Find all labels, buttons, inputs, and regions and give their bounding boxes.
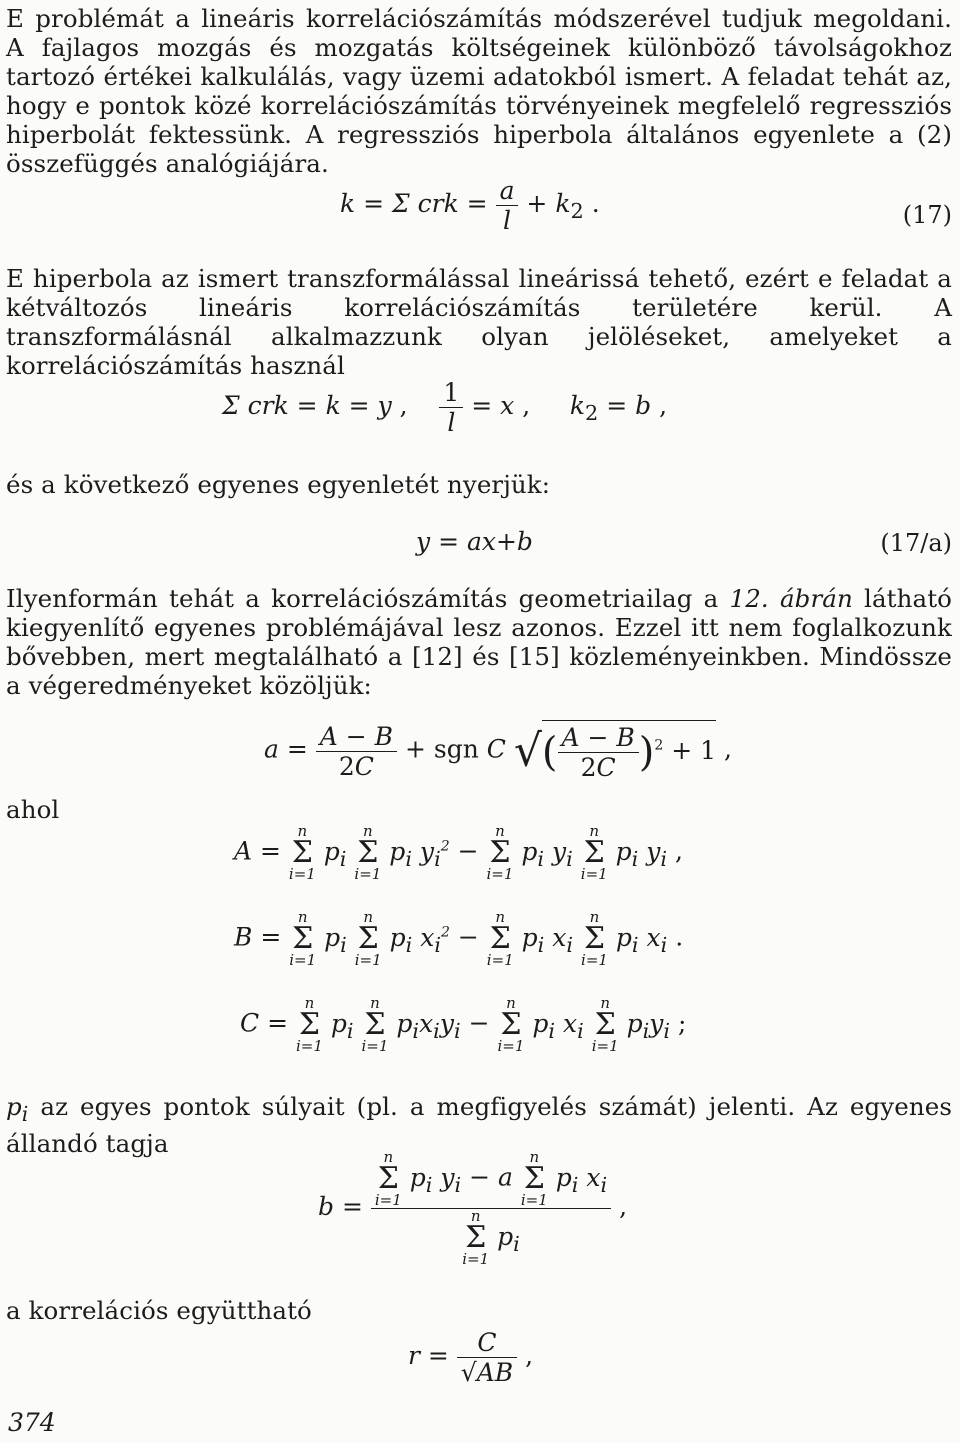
paragraph-weights-text: az egyes pontok súlyait (pl. a megfigyelés számát) jelenti. Az egyenes állandó tagja	[6, 1092, 952, 1158]
paragraph-intro: E problémát a lineáris korrelációszámítás módszerével tudjuk megoldani. A fajlagos mozgás és mozgatás költségeinek különböző távolságokhoz tartozó értékei kalkulálás, vagy üzemi adatokból ismert. A feladat tehát az, hogy e pontok közé korrelációszámítás törvényeinek megfelelő regressziós hiperbolát fektessünk. A regressziós hiperbola általános egyenlete a (2) összefüggés analógiájára.	[6, 4, 952, 178]
equation-number-17: (17)	[902, 201, 952, 229]
page-number: 374	[8, 1408, 56, 1437]
paragraph-geometric-start: Ilyenformán tehát a korrelációszámítás geometriailag a	[6, 584, 730, 613]
weight-symbol: p	[6, 1092, 22, 1121]
paragraph-where: ahol	[6, 795, 60, 824]
equation-B: B = n Σ i=1 $p_i$ n Σ i=1 $p_i$ $x_i^2$ − n Σ i=1 $p_i$ $x_i$ n Σ i=1 $p_i$ $x_i$ .	[234, 908, 684, 969]
equation-notation: Σ crk = k = y , $\frac{1}{l}$ = x , $k_2 = b$ ,	[222, 378, 668, 437]
equation-C: C = n Σ i=1 $p_i$ n Σ i=1 $p_ix_iy_i$ − n Σ i=1 $p_i$ $x_i$ n Σ i=1 $p_iy_i$ ;	[240, 994, 687, 1055]
weight-subscript: i	[21, 1101, 29, 1126]
equation-17: k = Σ crk = $\frac{a}{l}$ + $k_2$ .	[340, 176, 600, 235]
figure-reference: 12. ábrán	[729, 584, 853, 613]
paragraph-geometric	[6, 584, 952, 700]
equation-a: a = $\frac{A - B}{2C}$ + sgn C √( $\frac{A - B}{2C}$ )$^2$ + 1 ,	[264, 721, 732, 782]
paragraph-weights	[6, 1092, 952, 1158]
equation-r: r = $\frac{C}{√AB}$ ,	[408, 1328, 534, 1387]
paragraph-transform: E hiperbola az ismert transzformálással lineárissá tehető, ezért e feladat a kétváltozós lineáris korrelációszámítás területére kerül. A transzformálásnál alkalmazzunk olyan jelöléseket, amelyeket a korrelációszámítás használ	[6, 264, 952, 380]
paragraph-correlation: a korrelációs együttható	[6, 1296, 312, 1325]
equation-number-17a: (17/a)	[880, 529, 952, 557]
equation-A: A = n Σ i=1 $p_i$ n Σ i=1 $p_i$ $y_i^2$ − n Σ i=1 $p_i$ $y_i$ n Σ i=1 $p_i$ $y_i$ ,	[234, 822, 683, 883]
paragraph-geometric-rest: látható kiegyenlítő egyenes problémájával lesz azonos. Ezzel itt nem foglalkozunk bővebben, mert megtalálható a [12] és [15] közleményeinkben. Mindössze a végeredményeket közöljük:	[6, 584, 953, 700]
equation-17a: y = ax+b	[416, 527, 533, 556]
equation-b: b = n Σ i=1 $p_i$ $y_i - a$ n Σ i=1 $p_i$ $x_i$ n Σ i=1 $p_i$ ,	[318, 1148, 628, 1268]
paragraph-line-equation: és a következő egyenes egyenletét nyerjük:	[6, 470, 551, 499]
